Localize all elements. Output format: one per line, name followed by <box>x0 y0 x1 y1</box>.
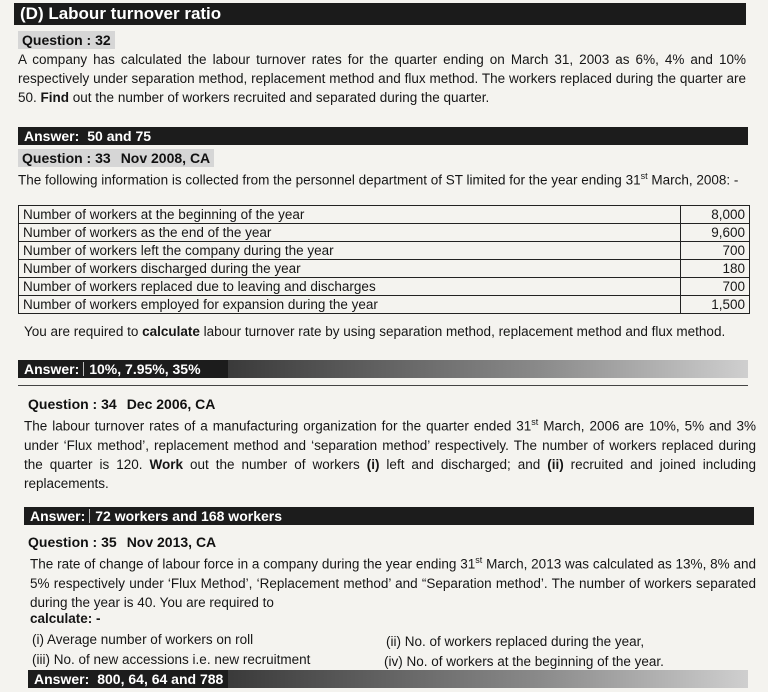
table-cell-item: Number of workers replaced due to leaving and discharges <box>19 278 681 296</box>
question-35-text: The rate of change of labour force in a company during the year ending 31st March, 2013 was calculated as 13%, 8% and 5% respectively under ‘Flux Method’, ‘Replacement method’ and “Separation method’. The number of workers separated during the year is 40. You are required to <box>30 555 756 610</box>
table-row <box>19 224 750 242</box>
question-35-item-1: (i) Average number of workers on roll <box>32 632 254 647</box>
question-35-calculate: calculate: - <box>30 611 101 626</box>
table-row <box>19 260 750 278</box>
table-row <box>19 242 750 260</box>
table-cell-item: Number of workers as the end of the year <box>19 224 681 242</box>
question-32-text: A company has calculated the labour turnover rates for the quarter ending on March 31, 2003 as 6%, 4% and 10% respectively under separation method, replacement method and flux method. The workers replaced during the quarter are 50. Find out the number of workers recruited and separated during the quarter. <box>18 52 746 105</box>
workers-data-table <box>18 205 750 314</box>
question-32-answer: Answer: 50 and 75 <box>18 127 748 145</box>
table-cell-value: 1,500 <box>681 296 750 314</box>
table-cell-item: Number of workers discharged during the year <box>19 260 681 278</box>
question-35-answer: Answer: 800, 64, 64 and 788 <box>28 670 228 688</box>
answer-bar-shade <box>228 670 748 688</box>
question-34-text: The labour turnover rates of a manufacturing organization for the quarter ended 31st March, 2006 are 10%, 5% and 3% under ‘Flux method’, replacement method and ‘separation method’ respectively. The number of workers replaced during the quarter is 120. Work out the number of workers (i) left and discharged; and (ii) recruited and joined including replacements. <box>24 417 756 491</box>
divider <box>18 385 748 386</box>
question-35-item-4: (iv) No. of workers at the beginning of the year. <box>384 654 664 669</box>
table-cell-value: 9,600 <box>681 224 750 242</box>
table-row <box>19 206 750 224</box>
question-33-label: Question : 33 Nov 2008, CA <box>18 149 214 167</box>
question-34-label: Question : 34 Dec 2006, CA <box>28 396 216 412</box>
table-cell-value: 700 <box>681 278 750 296</box>
section-title: (D) Labour turnover ratio <box>14 3 746 25</box>
question-35-item-3: (iii) No. of new accessions i.e. new recruitment <box>32 652 311 667</box>
table-cell-item: Number of workers employed for expansion during the year <box>19 296 681 314</box>
table-cell-value: 700 <box>681 242 750 260</box>
question-35-label: Question : 35 Nov 2013, CA <box>28 534 217 550</box>
table-cell-value: 8,000 <box>681 206 750 224</box>
answer-bar-shade <box>228 360 748 378</box>
question-35-item-2: (ii) No. of workers replaced during the year, <box>386 634 645 649</box>
table-cell-value: 180 <box>681 260 750 278</box>
question-33-task: You are required to calculate labour turnover rate by using separation method, replacement method and flux method. <box>24 324 726 339</box>
table-row <box>19 296 750 314</box>
question-32-label: Question : 32 <box>18 31 115 49</box>
question-33-answer: Answer: 10%, 7.95%, 35% <box>18 360 228 378</box>
question-34-answer: Answer: 72 workers and 168 workers <box>24 507 754 525</box>
table-row <box>19 278 750 296</box>
question-33-intro: The following information is collected from the personnel department of ST limited for the year ending 31st March, 2008: - <box>18 171 739 188</box>
table-cell-item: Number of workers left the company during the year <box>19 242 681 260</box>
table-cell-item: Number of workers at the beginning of the year <box>19 206 681 224</box>
